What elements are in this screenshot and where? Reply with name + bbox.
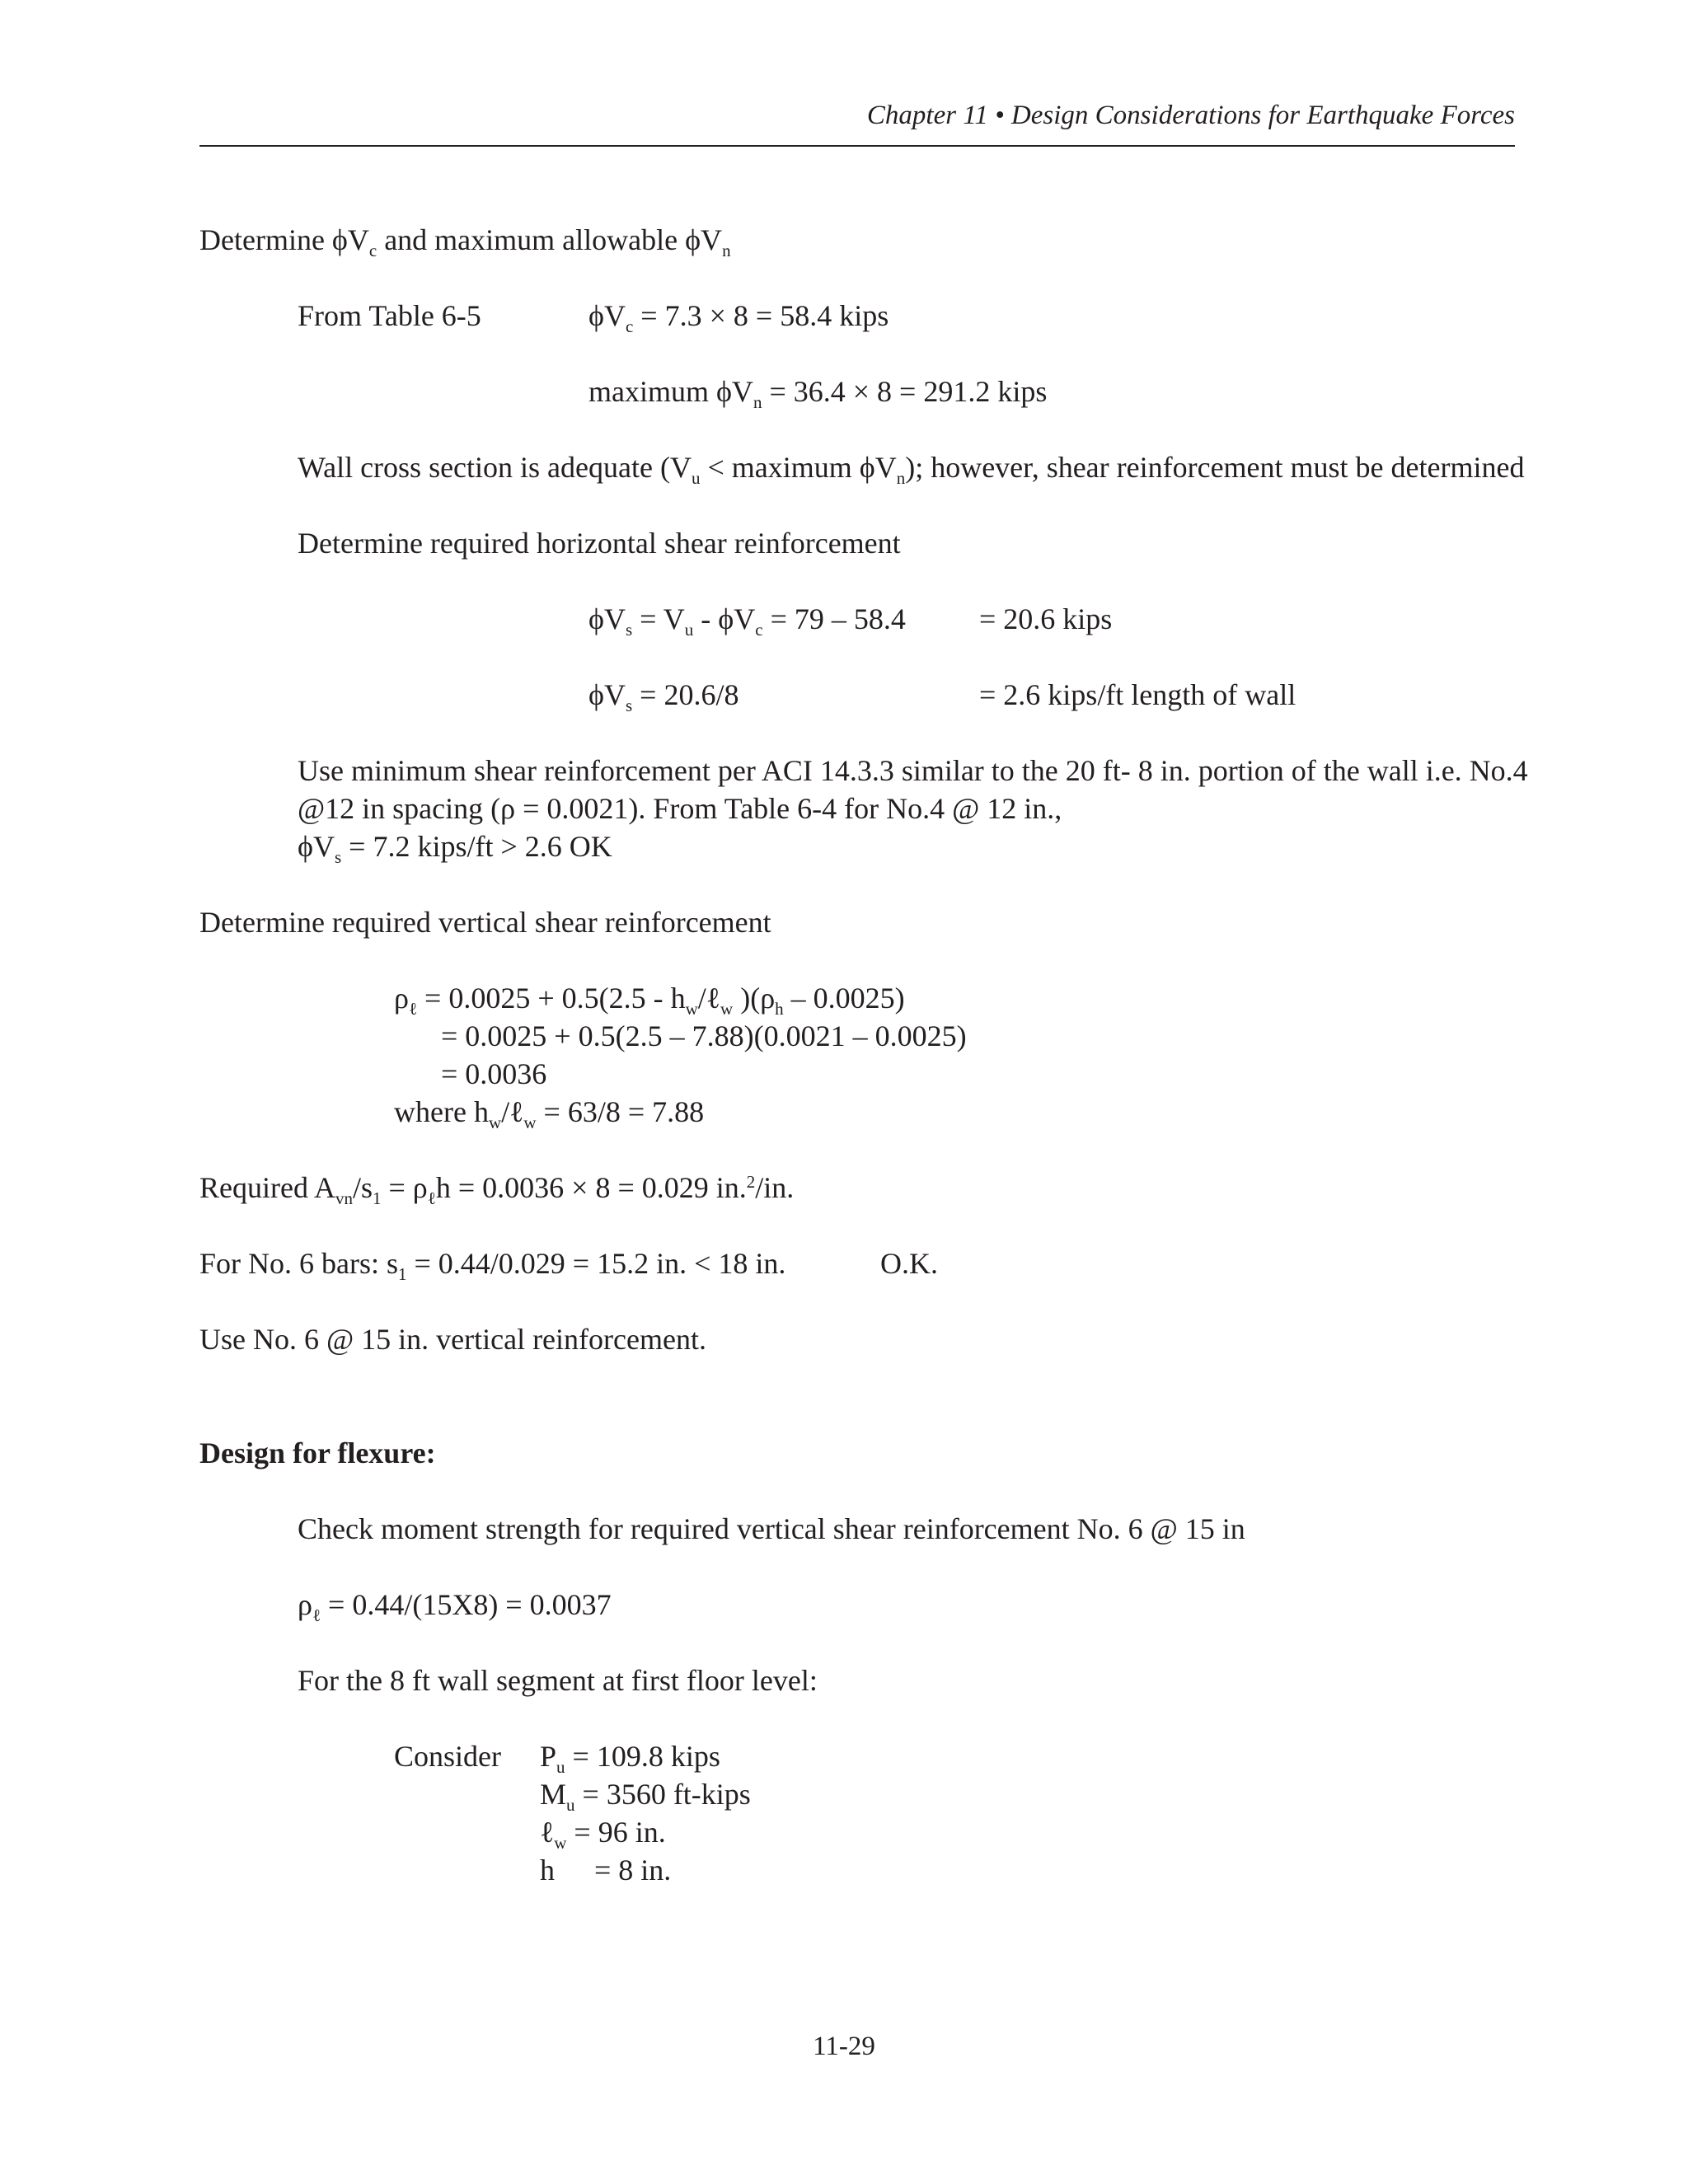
equation-rho-l-3: = 0.0036 xyxy=(441,1057,547,1090)
header-rule xyxy=(199,145,1515,147)
min-reinforcement-text-2: @12 in spacing (ρ = 0.0021). From Table 6-4 for No.4 @ 12 in., xyxy=(298,792,1062,825)
equation-avn-s1: Required $A_{vn}/s_1 = \rho_\ell h = 0.0036 \times 8 = 0.029$ in.$^2$/in. xyxy=(199,1171,795,1208)
running-header: Chapter 11 • Design Considerations for Earthquake Forces xyxy=(866,101,1515,130)
section-heading-flexure: Design for flexure: xyxy=(199,1436,436,1469)
param-lw: ℓ$_w$ = 96 in. xyxy=(540,1816,666,1853)
step-vertical-reinforcement: Determine required vertical shear reinforcement xyxy=(199,906,771,939)
equation-max-phivn: maximum $\phi V_n = 36.4 \times 8 = 291.2$ kips xyxy=(588,375,1048,412)
bar-spacing-check: O.K. xyxy=(880,1247,938,1280)
check-moment-strength-text: Check moment strength for required vertical shear reinforcement No. 6 @ 15 in xyxy=(298,1512,1245,1545)
param-h-value: = 8 in. xyxy=(594,1854,672,1886)
equation-phivs-per-ft-result: = 2.6 kips/ft length of wall xyxy=(979,678,1296,711)
equation-hw-lw: where $h_w/\ell_w = 63/8 = 7.88$ xyxy=(394,1095,705,1132)
step-determine-phivc: Determine $\phi V_c$ and maximum allowable $\phi V_n$ xyxy=(199,223,731,260)
equation-phivs-per-ft: $\phi V_s = 20.6/8$ xyxy=(588,678,739,715)
equation-bar-spacing: For No. 6 bars: $s_1 = 0.44/0.029 = 15.2$ in. < 18 in. xyxy=(199,1247,786,1284)
page-number: 11-29 xyxy=(813,2032,875,2061)
equation-phivc: $\phi V_c = 7.3 \times 8 = 58.4$ kips xyxy=(588,299,889,336)
equation-rho-l-2: = 0.0025 + 0.5(2.5 – 7.88)(0.0021 – 0.0025) xyxy=(441,1019,967,1052)
wall-adequacy-text: Wall cross section is adequate ($V_u$ < maximum $\phi V_n$); however, shear reinforcement must be determined xyxy=(298,451,1525,488)
param-h-symbol: h xyxy=(540,1854,555,1886)
equation-phivs: $\phi V_s = V_u - \phi V_c = 79 - 58.4$ xyxy=(588,602,906,640)
wall-segment-text: For the 8 ft wall segment at first floor level: xyxy=(298,1664,818,1697)
vertical-reinforcement-conclusion: Use No. 6 @ 15 in. vertical reinforcement. xyxy=(199,1323,706,1356)
equation-phivs-result: = 20.6 kips xyxy=(979,602,1113,635)
table-ref-label: From Table 6-5 xyxy=(298,299,481,332)
consider-label: Consider xyxy=(394,1740,501,1773)
equation-rho-l-1: $\rho_\ell = 0.0025 + 0.5(2.5$ - $h_w/\ell_w$ )$(\rho_h - 0.0025)$ xyxy=(394,982,905,1019)
equation-rho-l-flexure: $\rho_\ell = 0.44/(15X8) = 0.0037$ xyxy=(298,1588,612,1625)
min-reinforcement-text-1: Use minimum shear reinforcement per ACI 14.3.3 similar to the 20 ft- 8 in. portion of the wall i.e. No.4 xyxy=(298,754,1528,787)
min-reinforcement-text-3: $\phi V_s = 7.2$ kips/ft > 2.6 OK xyxy=(298,830,612,867)
param-pu: $P_u = 109.8$ kips xyxy=(540,1740,720,1777)
step-horizontal-reinforcement: Determine required horizontal shear reinforcement xyxy=(298,527,901,560)
param-mu: $M_u = 3560$ ft-kips xyxy=(540,1778,751,1815)
